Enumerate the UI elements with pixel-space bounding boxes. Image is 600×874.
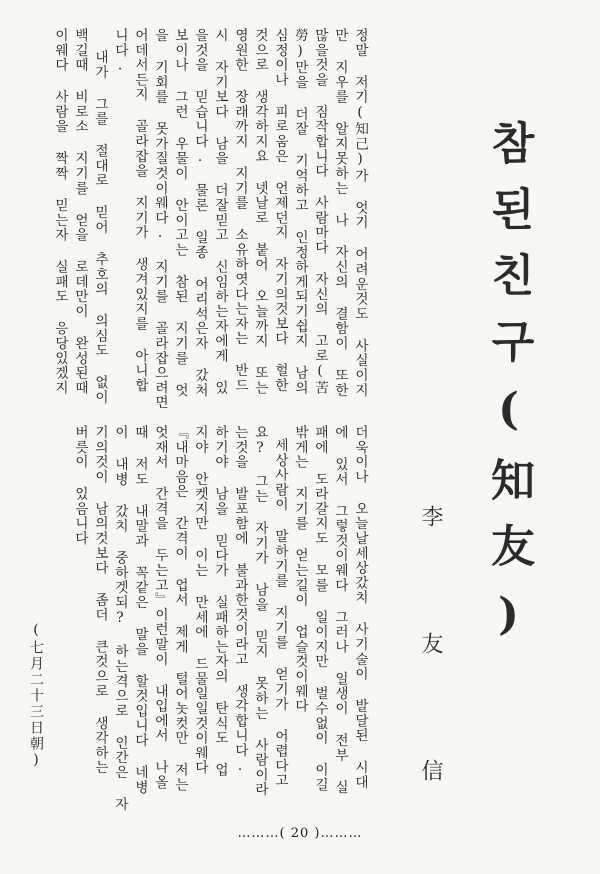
author-name: 李 友 信 [418,505,443,821]
text-column: 엇재서 간격을 두는고』이런말이 내입에서 나올 [152,425,168,790]
text-column: 밖게는 지기를 얻는길이 업슬것이웨다 [292,425,308,714]
text-column: 기의것이 남의것보다 좀더 큰것으로 생각하는 [92,425,108,775]
text-column: 영원한 장래까지 지기를 소유하엿다는자는 반드 [232,28,248,393]
page-number: ………( 20 )……… [237,826,363,841]
text-column: 정말 저기(知己)가 엇기 어려운것도 사실이지 [352,28,368,398]
text-column: 에 있서 그렇것이웨다 그러나 일생이 전부 실 [332,425,348,795]
text-column: 백길때 비로소 지기를 얻을 로데만이 완성된때 [72,28,88,396]
text-column: 것으로 생각하지요 넷날로 붙어 오늘까지 또는 [252,28,268,396]
date-note: (七月二十三日朝) [28,622,44,770]
text-column: 만 지우를 알지못하는 나 자신의 결함이 또한 [332,28,348,398]
text-column: 어데서든지 골라잡을 지기가 생겨있지를 아니합 [132,28,148,393]
text-column: 많을것을 짐작합니다 사람마다 자신의 고로(苦 [312,28,328,396]
text-column: 하기야 남을 믿다가 실패하는자의 탄식도 업 [212,425,228,778]
text-column: 내가 그를 절대로 믿어 추호의 의심도 없이 [92,50,108,405]
text-column: 때 저도 내말과 꼭같은 말을 할것입니다 네병 [132,425,148,795]
article-title: 참된친구(知友) [483,120,534,662]
text-column: 을것을 믿습니다. 물론 일종 어리석은자 갔처 [192,28,208,398]
text-column: 심정이나 피로움은 언제던지 자기의것보다 헐한 [272,28,288,393]
text-column: 세상사람이 말하기를 지기를 얻기가 어렵다고 [272,438,288,788]
text-column: 지야 안켓지만 이는 만세에 드물일일것이웨다 [192,425,208,775]
text-column: 니다. [112,28,128,75]
text-column: 더욱이나 오늘날세상갔치 사기술이 발달된 시대 [352,425,368,790]
text-column: 시 자기보다 남을 더잘믿고 신임하는자에게 있 [212,28,228,396]
text-column: 이 내병 갔치 중하겟되? 하는격으로 인간은 자 [112,425,128,812]
text-column: 『내마음은 간격이 업서 제게 털어놋컷만 저는 [172,425,188,793]
text-column: 을 기회를 못가질것이웨다. 지기를 골라잡으려면 [152,28,168,410]
text-column: 는것을 발포함에 불과한것이라고 생각합니다. [232,425,248,775]
text-column: 요? 그는 자기가 남을 믿지 못하는 사람이라 [252,425,268,797]
text-column: 勞)만을 더잘 기억하고 인정하게되기쉽지 남의 [292,28,308,396]
text-column: 버릇이 있음니다 [72,425,88,546]
text-column: 보이나 그런 우물이 안이고는 참된 지기를 엇 [172,28,188,398]
text-column: 이웨다 사람을 짝짝 믿는자 실패도 응당있겠지 [52,28,68,396]
text-column: 패에 도라갈지도 모를 일이지만 벌수없이 이길 [312,425,328,793]
